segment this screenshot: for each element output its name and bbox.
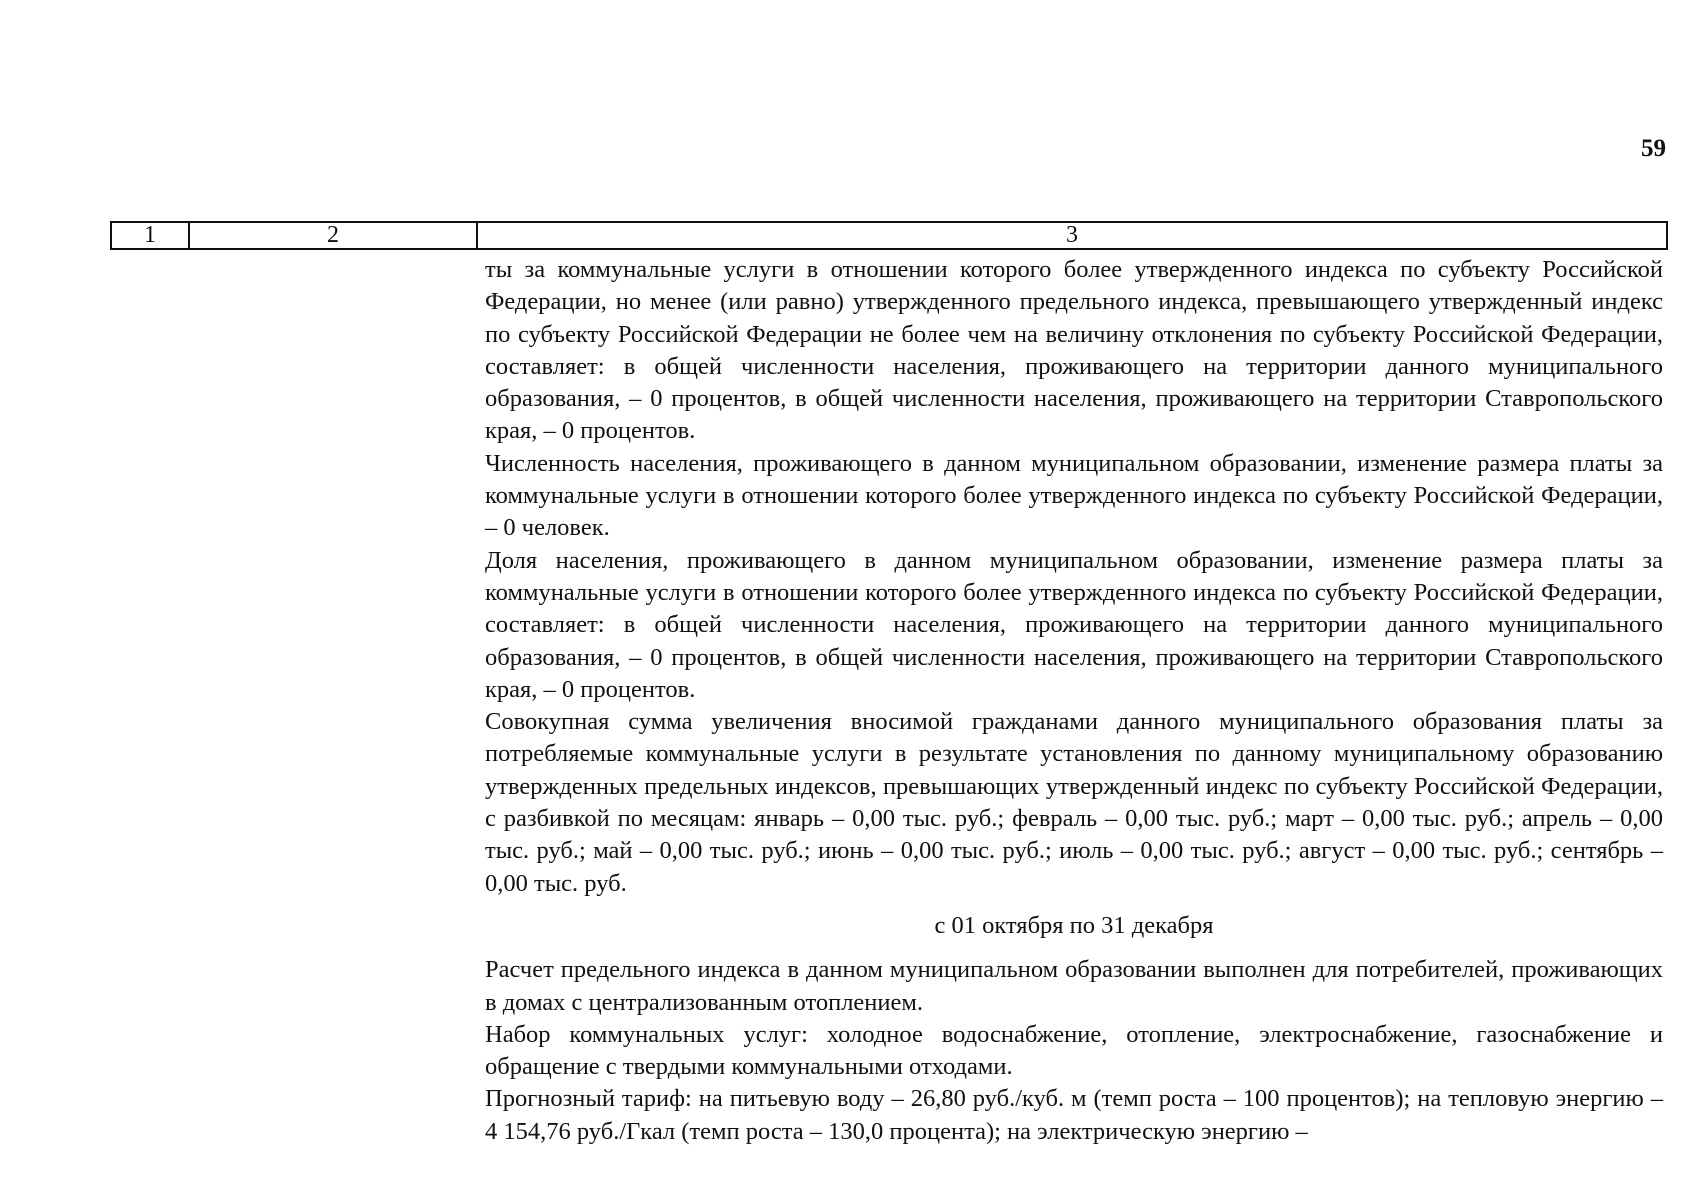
section-period-heading: с 01 октября по 31 декабря <box>934 911 1214 939</box>
column-header-3: 3 <box>477 222 1667 249</box>
paragraph-population-count: Численность населения, проживающего в данном муниципальном образовании, изменение размера платы за коммунальные услуги в отношении которого более утвержденного индекса по субъекту Российской Федерации, – 0 человек. <box>485 449 1663 542</box>
paragraph-share-within-limit: ты за коммунальные услуги в отношении которого более утвержденного индекса по субъекту Российской Федерации, но менее (или равно) утвержденного предельного индекса, превышающего утвержденный индекс по субъекту Российской Федерации не более чем на величину отклонения по субъекту Российской Федерации, составляет: в общей численности населения, проживающего на территории данного муниципального образования, – 0 процентов, в общей численности населения, проживающего на территории Ставропольского края, – 0 процентов. <box>485 256 1663 445</box>
paragraph-population-share: Доля населения, проживающего в данном муниципальном образовании, изменение размера платы за коммунальные услуги в отношении которого более утвержденного индекса по субъекту Российской Федерации, составляет: в общей численности населения, проживающего на территории данного муниципального образования, – 0 процентов, в общей численности населения, проживающего на территории Ставропольского края, – 0 процентов. <box>485 546 1663 703</box>
paragraph-forecast-tariff: Прогнозный тариф: на питьевую воду – 26,80 руб./куб. м (темп роста – 100 процентов); на тепловую энергию – 4 154,76 руб./Гкал (темп роста – 130,0 процента); на электрическую энергию – <box>485 1085 1663 1145</box>
column-header-1: 1 <box>111 222 189 249</box>
column-header-2: 2 <box>189 222 477 249</box>
paragraph-service-set: Набор коммунальных услуг: холодное водоснабжение, отопление, электроснабжение, газоснабжение и обращение с твердыми коммунальными отходами. <box>485 1020 1663 1081</box>
paragraph-total-increase: Совокупная сумма увеличения вносимой гражданами данного муниципального образования платы за потребляемые коммунальные услуги в результате установления по данному муниципальному образованию утвержденных предельных индексов, превышающих утвержденный индекс по субъекту Российской Федерации, с разбивкой по месяцам: январь – 0,00 тыс. руб.; февраль – 0,00 тыс. руб.; март – 0,00 тыс. руб.; апрель – 0,00 тыс. руб.; май – 0,00 тыс. руб.; июнь – 0,00 тыс. руб.; июль – 0,00 тыс. руб.; август – 0,00 тыс. руб.; сентябрь – 0,00 тыс. руб. <box>485 708 1663 897</box>
page-number: 59 <box>1641 135 1666 162</box>
column-header-row <box>111 222 1667 249</box>
column-header-table <box>110 221 1668 250</box>
document-body <box>485 254 1663 1148</box>
paragraph-calculation-basis: Расчет предельного индекса в данном муниципальном образовании выполнен для потребителей, проживающих в домах с централизованным отоплением. <box>485 956 1663 1016</box>
